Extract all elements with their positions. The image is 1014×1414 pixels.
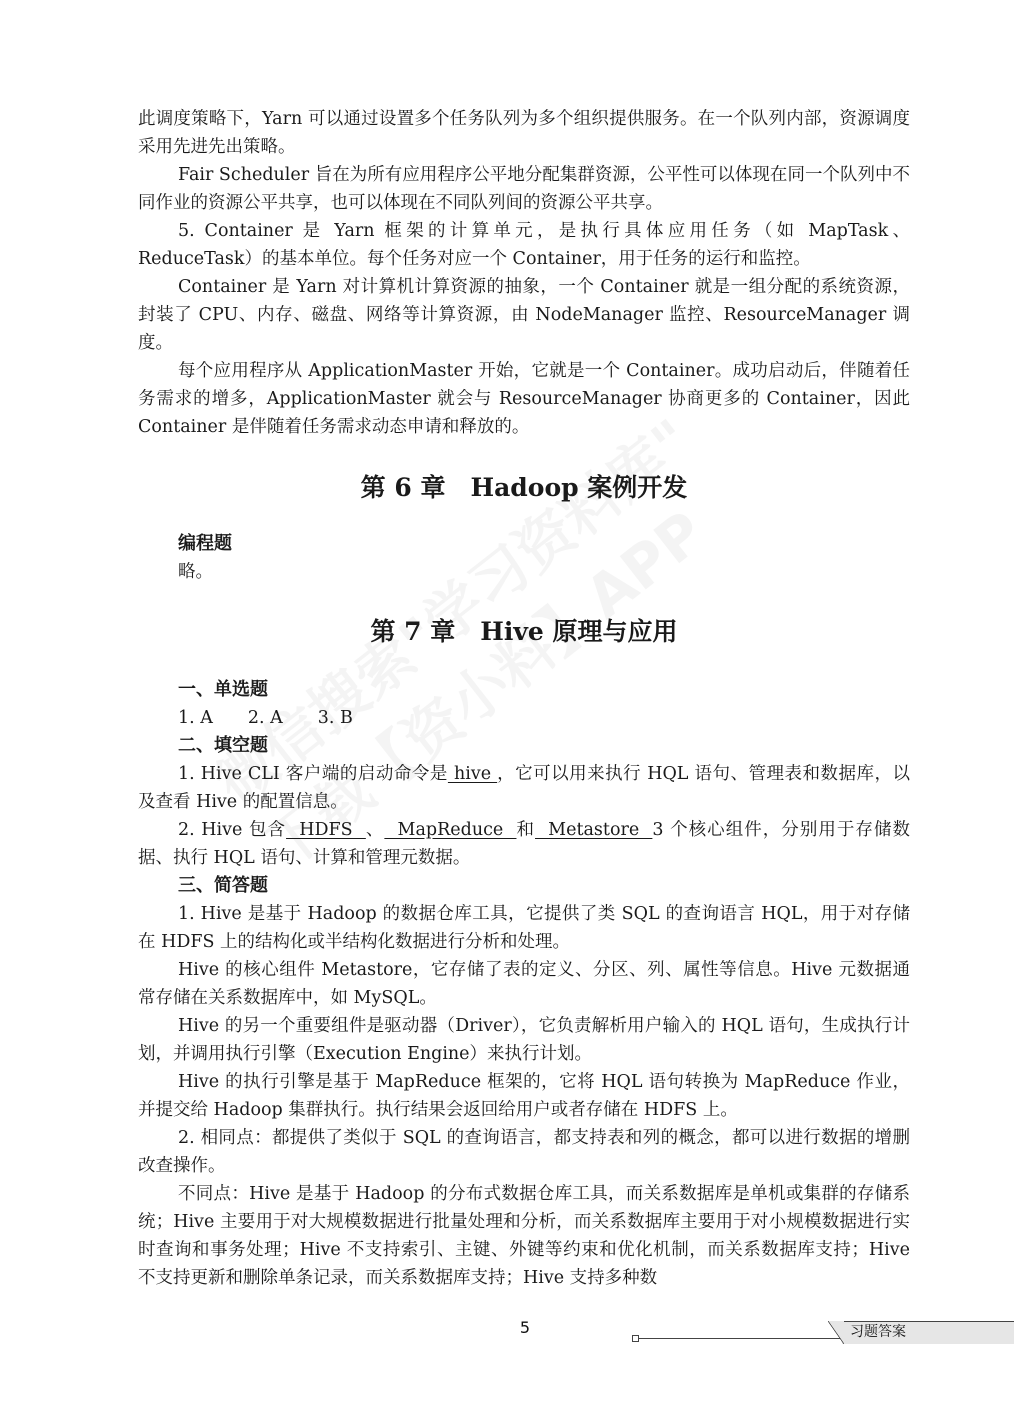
fill-1-text-before: 1. Hive CLI 客户端的启动命令是 bbox=[178, 764, 448, 784]
short-answer-2-similarities: 2. 相同点：都提供了类似于 SQL 的查询语言，都支持表和列的概念，都可以进行数据的增删改查操作。 bbox=[138, 1128, 910, 1176]
section-single-choice-title: 一、单选题 bbox=[178, 679, 268, 700]
paragraph-container-abstraction: Container 是 Yarn 对计算机计算资源的抽象，一个 Container 就是一组分配的系统资源，封装了 CPU、内存、磁盘、网络等计算资源，由 NodeManager 监控、ResourceManager 调度。 bbox=[138, 277, 910, 353]
fill-2-text-1: 2. Hive 包含 bbox=[178, 820, 287, 840]
paragraph-container-unit: 5. Container 是 Yarn 框架的计算单元，是执行具体应用任务（如 MapTask、ReduceTask）的基本单位。每个任务对应一个 Container，用于任务的运行和监控。 bbox=[138, 221, 910, 269]
section-fill-blank-title: 二、填空题 bbox=[178, 735, 268, 756]
fill-1-blank: hive bbox=[447, 764, 498, 784]
footer-rule-dot bbox=[632, 1335, 639, 1342]
footer-label: 习题答案 bbox=[850, 1324, 906, 1340]
fill-blank-2 bbox=[138, 816, 910, 872]
fill-2-blank-2: MapReduce bbox=[384, 820, 517, 840]
short-answer-execution-engine: Hive 的执行引擎是基于 MapReduce 框架的，它将 HQL 语句转换为 MapReduce 作业，并提交给 Hadoop 集群执行。执行结果会返回给用户或者存储在 HDFS 上。 bbox=[138, 1072, 910, 1120]
short-answer-2-differences: 不同点：Hive 是基于 Hadoop 的分布式数据仓库工具，而关系数据库是单机或集群的存储系统；Hive 主要用于对大规模数据进行批量处理和分析，而关系数据库主要用于对小规模数据进行实时查询和事务处理；Hive 不支持索引、主键、外键等约束和优化机制，而关系数据库支持；Hive 不支持更新和删除单条记录，而关系数据库支持；Hive 支持多种数 bbox=[138, 1184, 910, 1288]
chapter-6-answer: 略。 bbox=[178, 562, 213, 582]
fill-2-text-4: 3 个核心组件，分别用于存储数据、执行 HQL 语句、计算和管理元数据。 bbox=[138, 820, 910, 868]
fill-1-text-after: ，它可以用来执行 HQL 语句、管理表和数据库，以及查看 Hive 的配置信息。 bbox=[138, 764, 910, 812]
fill-2-blank-1: HDFS bbox=[286, 820, 366, 840]
paragraph-fair-scheduler: Fair Scheduler 旨在为所有应用程序公平地分配集群资源，公平性可以体现在同一个队列中不同作业的资源公平共享，也可以体现在不同队列间的资源公平共享。 bbox=[138, 165, 910, 213]
fill-blank-1 bbox=[138, 760, 910, 816]
page-content bbox=[138, 105, 910, 1292]
short-answer-driver: Hive 的另一个重要组件是驱动器（Driver），它负责解析用户输入的 HQL 语句，生成执行计划，并调用执行引擎（Execution Engine）来执行计划。 bbox=[138, 1016, 910, 1064]
fill-2-blank-3: Metastore bbox=[535, 820, 653, 840]
fill-2-text-2: 、 bbox=[365, 820, 385, 840]
short-answer-1: 1. Hive 是基于 Hadoop 的数据仓库工具，它提供了类 SQL 的查询语言 HQL，用于对存储在 HDFS 上的结构化或半结构化数据进行分析和处理。 bbox=[138, 904, 910, 952]
paragraph-application-master: 每个应用程序从 ApplicationMaster 开始，它就是一个 Container。成功启动后，伴随着任务需求的增多，ApplicationMaster 就会与 ResourceManager 协商更多的 Container，因此 Container 是伴随着任务需求动态申请和释放的。 bbox=[138, 361, 910, 437]
fill-2-text-3: 和 bbox=[516, 820, 535, 840]
chapter-7-title: 第 7 章 Hive 原理与应用 bbox=[370, 617, 678, 646]
single-choice-answers: 1. A 2. A 3. B bbox=[178, 708, 353, 728]
section-short-answer-title: 三、简答题 bbox=[178, 875, 268, 896]
footer-rule bbox=[636, 1338, 842, 1339]
page-number: 5 bbox=[519, 1318, 531, 1337]
chapter-6-section-title: 编程题 bbox=[178, 533, 232, 554]
chapter-6-title: 第 6 章 Hadoop 案例开发 bbox=[360, 473, 688, 502]
short-answer-metastore: Hive 的核心组件 Metastore，它存储了表的定义、分区、列、属性等信息。Hive 元数据通常存储在关系数据库中，如 MySQL。 bbox=[138, 960, 910, 1008]
paragraph-yarn-fifo: 此调度策略下，Yarn 可以通过设置多个任务队列为多个组织提供服务。在一个队列内部，资源调度采用先进先出策略。 bbox=[138, 109, 910, 157]
